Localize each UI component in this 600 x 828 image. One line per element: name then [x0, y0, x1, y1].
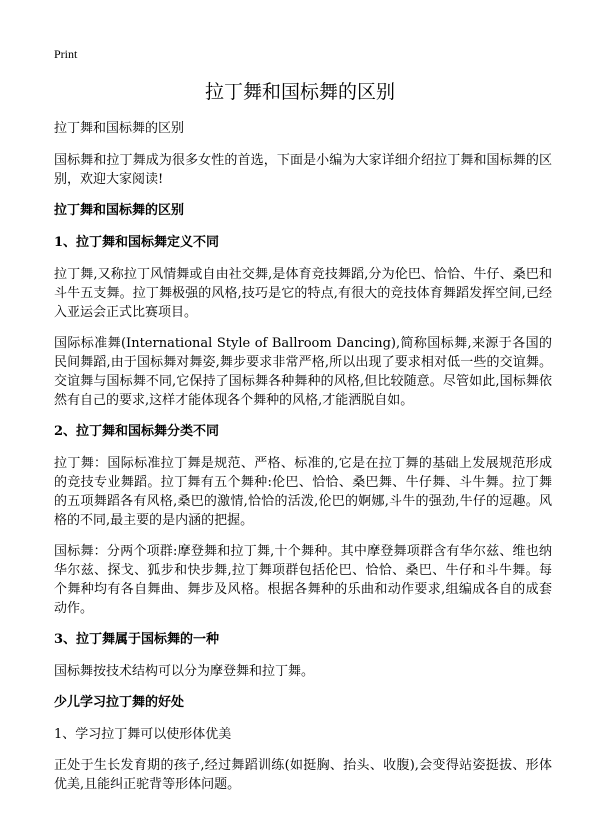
- section-1-paragraph-1: 拉丁舞,又称拉丁风情舞或自由社交舞,是体育竞技舞蹈,分为伦巴、恰恰、牛仔、桑巴和斗牛五支舞。拉丁舞极强的风格,技巧是它的特点,有很大的竞技体育舞蹈发挥空间,已经入亚运会正式比赛项目。: [54, 267, 552, 320]
- section-4-heading: 少儿学习拉丁舞的好处: [54, 695, 185, 710]
- section-1-heading: 1、拉丁舞和国标舞定义不同: [54, 235, 220, 250]
- section-3-heading: 3、拉丁舞属于国标舞的一种: [54, 632, 220, 647]
- section-1-paragraph-2: 国际标准舞(International Style of Ballroom Dancing),简称国标舞,来源于各国的民间舞蹈,由于国标舞对舞姿,舞步要求非常严格,所以出现了要求相对低一些的交谊舞。交谊舞与国标舞不同,它保持了国标舞各种舞种的风格,但比较随意。尽管如此,国标舞依然有自己的要求,这样才能体现各个舞种的风格,才能洒脱自如。: [54, 336, 552, 408]
- article-body: [54, 119, 552, 806]
- page-title: 拉丁舞和国标舞的区别: [204, 81, 395, 103]
- section-2-heading: 2、拉丁舞和国标舞分类不同: [54, 424, 220, 439]
- section-2-paragraph-1: 拉丁舞：国际标准拉丁舞是规范、严格、标准的,它是在拉丁舞的基础上发展规范形成的竞技专业舞蹈。拉丁舞有五个舞种:伦巴、恰恰、桑巴舞、牛仔舞、斗牛舞。拉丁舞的五项舞蹈各有风格,桑巴的激情,恰恰的活泼,伦巴的婀娜,斗牛的强劲,牛仔的逗趣。风格的不同,最主要的是内涵的把握。: [54, 456, 552, 528]
- print-link[interactable]: Print: [54, 47, 78, 61]
- intro-paragraph: 国标舞和拉丁舞成为很多女性的首选，下面是小编为大家详细介绍拉丁舞和国标舞的区别，欢迎大家阅读!: [54, 153, 552, 187]
- article-subtitle: 拉丁舞和国标舞的区别: [54, 121, 185, 136]
- main-heading: 拉丁舞和国标舞的区别: [54, 203, 185, 218]
- section-3-paragraph-1: 国标舞按技术结构可以分为摩登舞和拉丁舞。: [54, 664, 315, 679]
- section-4-paragraph-1: 正处于生长发育期的孩子,经过舞蹈训练(如挺胸、抬头、收腹),会变得站姿挺拔、形体优美,且能纠正驼背等形体问题。: [54, 758, 552, 792]
- section-2-paragraph-2: 国标舞：分两个项群:摩登舞和拉丁舞,十个舞种。其中摩登舞项群含有华尔兹、维也纳华尔兹、探戈、狐步和快步舞,拉丁舞项群包括伦巴、恰恰、桑巴、牛仔和斗牛舞。每个舞种均有各自舞曲、舞步及风格。根据各舞种的乐曲和动作要求,组编成各自的成套动作。: [54, 544, 552, 616]
- section-4-subheading-1: 1、学习拉丁舞可以使形体优美: [54, 727, 232, 742]
